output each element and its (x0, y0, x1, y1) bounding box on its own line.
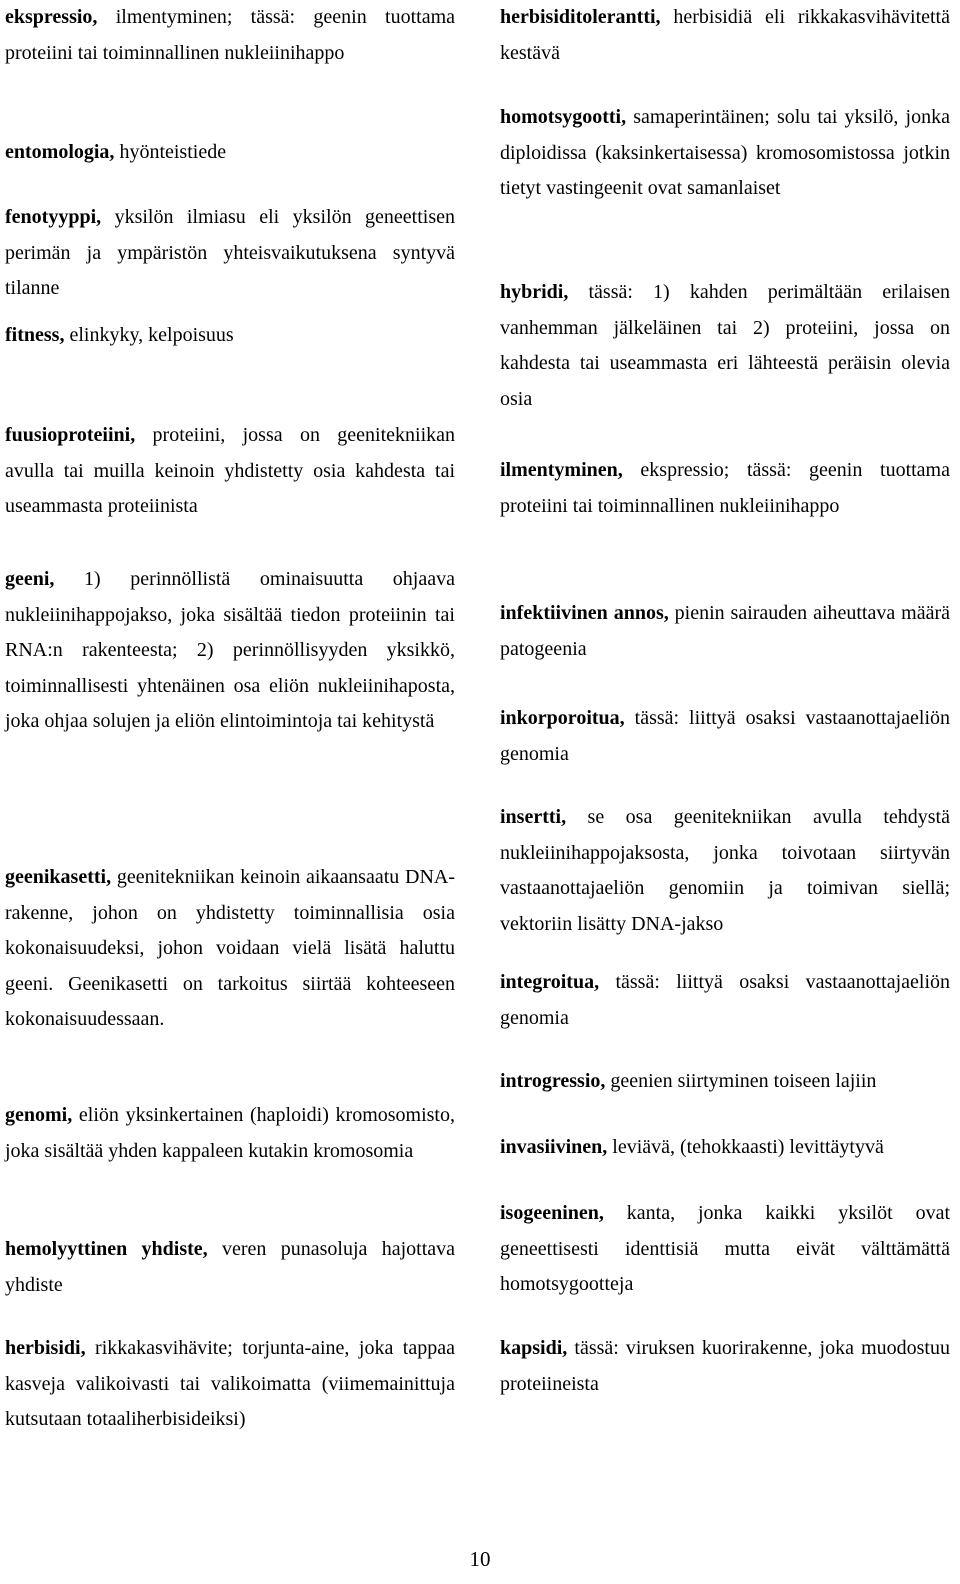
glossary-term: geenikasetti, (5, 866, 112, 888)
glossary-term: invasiivinen, (500, 1136, 608, 1158)
glossary-definition: herbisidiä eli rikkakasvihävitettä kestävä (500, 6, 950, 64)
glossary-definition: 1) perinnöllistä ominaisuutta ohjaava nukleiinihappojakso, joka sisältää tiedon proteiinin tai RNA:n rakenteesta; 2) perinnöllisyyden yksikkö, toiminnallisesti yhtenäinen osa eliön nukleiinihaposta, joka ohjaa solujen ja eliön elintoimintoja tai kehitystä (5, 568, 455, 732)
glossary-term: homotsygootti, (500, 106, 627, 128)
glossary-entry (500, 100, 950, 207)
glossary-definition: elinkyky, kelpoisuus (64, 324, 234, 346)
glossary-definition: tässä: viruksen kuorirakenne, joka muodostuu proteiineista (500, 1337, 950, 1395)
glossary-entry (500, 453, 950, 524)
glossary-entry (500, 800, 950, 942)
glossary-definition: kanta, jonka kaikki yksilöt ovat geneettisesti identtisiä mutta eivät välttämättä homotsygootteja (500, 1202, 950, 1295)
glossary-term: herbisiditolerantti, (500, 6, 661, 28)
glossary-entry (500, 275, 950, 417)
glossary-definition: hyönteistiede (114, 141, 227, 163)
glossary-term: ilmentyminen, (500, 459, 623, 481)
glossary-definition: geenitekniikan keinoin aikaansaatu DNA-rakenne, johon on yhdistetty toiminnallisia osia kokonaisuudeksi, johon voidaan vielä lisätä haluttu geeni. Geenikasetti on tarkoitus siirtää kohteeseen kokonaisuudessaan. (5, 866, 455, 1030)
glossary-term: integroitua, (500, 971, 600, 993)
glossary-term: herbisidi, (5, 1337, 86, 1359)
glossary-entry (500, 701, 950, 772)
glossary-term: kapsidi, (500, 1337, 568, 1359)
glossary-entry (500, 965, 950, 1036)
glossary-definition: proteiini, jossa on geenitekniikan avulla tai muilla keinoin yhdistetty osia kahdesta tai useammasta proteiinista (5, 424, 455, 517)
glossary-definition: eliön yksinkertainen (haploidi) kromosomisto, joka sisältää yhden kappaleen kutakin kromosomia (5, 1104, 455, 1162)
glossary-entry (500, 1331, 950, 1402)
page-number: 10 (469, 1547, 491, 1571)
glossary-entry (500, 1196, 950, 1303)
glossary-definition: tässä: liittyä osaksi vastaanottajaeliön genomia (500, 707, 950, 765)
glossary-term: geeni, (5, 568, 55, 590)
glossary-entry (5, 1098, 455, 1169)
glossary-definition: samaperintäinen; solu tai yksilö, jonka diploidissa (kaksinkertaisessa) kromosomistossa jotkin tietyt vastingeenit ovat samanlaiset (500, 106, 950, 199)
glossary-definition: ekspressio; tässä: geenin tuottama proteiini tai toiminnallinen nukleiinihappo (500, 459, 950, 517)
glossary-entry (5, 318, 455, 354)
glossary-entry (5, 135, 455, 171)
glossary-definition: yksilön ilmiasu eli yksilön geneettisen perimän ja ympäristön yhteisvaikutuksena syntyvä tilanne (5, 206, 455, 299)
glossary-term: insertti, (500, 806, 567, 828)
glossary-entry (500, 0, 950, 71)
glossary-definition: ilmentyminen; tässä: geenin tuottama proteiini tai toiminnallinen nukleiinihappo (5, 6, 455, 64)
glossary-term: genomi, (5, 1104, 73, 1126)
glossary-term: inkorporoitua, (500, 707, 625, 729)
glossary-entry (500, 1064, 950, 1100)
glossary-term: hybridi, (500, 281, 569, 303)
glossary-entry (5, 860, 455, 1038)
glossary-term: introgressio, (500, 1070, 606, 1092)
glossary-term: isogeeninen, (500, 1202, 604, 1224)
glossary-definition: rikkakasvihävite; torjunta-aine, joka tappaa kasveja valikoivasti tai valikoimatta (viimemainittuja kutsutaan totaaliherbisideiksi) (5, 1337, 455, 1430)
glossary-term: infektiivinen annos, (500, 602, 669, 624)
glossary-definition: tässä: liittyä osaksi vastaanottajaeliön genomia (500, 971, 950, 1029)
glossary-definition: se osa geenitekniikan avulla tehdystä nukleiinihappojaksosta, jonka toivotaan siirtyvän vastaanottajaeliön genomiin ja toimivan siellä; vektoriin lisätty DNA-jakso (500, 806, 950, 935)
glossary-definition: leviävä, (tehokkaasti) levittäytyvä (607, 1136, 884, 1158)
glossary-entry (500, 1130, 950, 1166)
glossary-definition: geenien siirtyminen toiseen lajiin (605, 1070, 877, 1092)
glossary-definition: veren punasoluja hajottava yhdiste (5, 1238, 455, 1296)
glossary-term: fuusioproteiini, (5, 424, 136, 446)
glossary-term: hemolyyttinen yhdiste, (5, 1238, 208, 1260)
glossary-entry (5, 1232, 455, 1303)
glossary-term: entomologia, (5, 141, 115, 163)
glossary-definition: tässä: 1) kahden perimältään erilaisen vanhemman jälkeläinen tai 2) proteiini, jossa on kahdesta tai useammasta eri lähteestä peräisin olevia osia (500, 281, 950, 410)
glossary-term: fenotyyppi, (5, 206, 102, 228)
glossary-term: fitness, (5, 324, 65, 346)
glossary-definition: pienin sairauden aiheuttava määrä patogeenia (500, 602, 950, 660)
glossary-entry (500, 596, 950, 667)
glossary-entry (5, 200, 455, 307)
glossary-term: ekspressio, (5, 6, 98, 28)
glossary-entry (5, 1331, 455, 1438)
glossary-entry (5, 418, 455, 525)
glossary-entry (5, 0, 455, 71)
glossary-entry (5, 562, 455, 740)
